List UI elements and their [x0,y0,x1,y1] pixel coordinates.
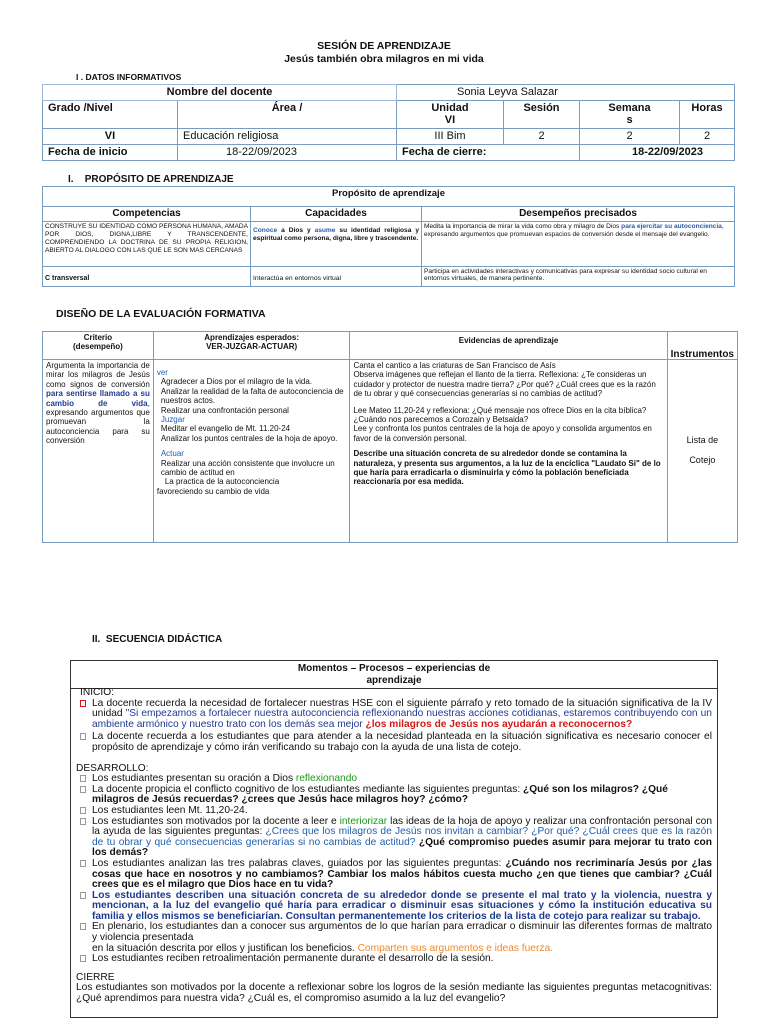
bullet-icon [80,923,86,930]
bullet-icon [80,955,86,962]
competencias-header: Competencias [43,207,251,222]
fecha-cierre-label: Fecha de cierre: [397,145,580,161]
bullet-icon [80,733,86,740]
sesion-header: Sesión [504,101,580,129]
inicio-item-1: La docente recuerda la necesidad de fortalecer nuestras HSE con el siguiente párrafo y reto tomado de la situación significativa de la IV unidad "Si empezamos a fortalecer nuestra autoconciencia reflexionando nuestras acciones cotidianas, estaremos contribuyendo con un ambiente armónico y nuestro trato con los demás sea mejor ¿los milagros de Jesús nos ayudarán a reconocernos? [76,699,712,731]
docente-value: Sonia Leyva Salazar [397,85,735,101]
secuencia-box [70,660,718,1018]
bullet-icon [80,807,86,814]
horas-value: 2 [680,129,735,145]
capacidades-header: Capacidades [251,207,422,222]
bullet-icon [80,892,86,899]
bullet-icon [80,786,86,793]
bullet-icon [80,700,86,707]
bullet-icon [80,818,86,825]
inicio-section [76,688,712,1005]
inicio-label: INICIO: [80,687,114,698]
competencia-1: CONSTRUYE SU IDENTIDAD COMO PERSONA HUMANA, AMADA POR DIOS, DIGNA,LIBRE Y TRANSCENDENTE, COMPRENDIENDO LA DOCTRINA DE SU PROPIA RELIGION, ABIERTO AL DIALOGO CON LAS QUE LE SON MAS CERCANAS [43,222,251,267]
desempeno-2: Participa en actividades interactivas y comunicativas para expresar su identidad socio cultural en entornos virtuales, de manera pertinente. [422,267,735,287]
desarrollo-item-5: Los estudiantes analizan las tres palabras claves, guiados por las siguientes preguntas: ¿Cuándo nos recriminaría Jesús por ¿las cosas que hace en nosotros y no cambiamos? Cambiar los malos hábitos cuesta mucho ¿en que tienes que cambiar? ¿Cuál crees que es el milagro que Dios hace en tu vida? [76,859,712,891]
docente-label: Nombre del docente [43,85,397,101]
semanas-header: Semana s [580,101,680,129]
fecha-inicio-label: Fecha de inicio [43,145,178,161]
secuencia-header: Momentos – Procesos – experiencias de aprendizaje [71,661,717,689]
capacidad-1: Conoce a Dios y asume su identidad religiosa y espiritual como persona, digna, libre y trascendente. [251,222,422,267]
criterio-cell: Argumenta la importancia de mirar los milagros de Jesús como signos de conversión para sentirse llamado a su cambio de vida, expresando argumentos que promuevan la autoconciencia para su conversión [43,360,154,543]
aprendizajes-header: Aprendizajes esperados: VER-JUZGAR-ACTUAR) [153,332,350,360]
session-title: SESIÓN DE APRENDIZAJE [317,40,451,52]
sesion-value: 2 [504,129,580,145]
cierre-label: CIERRE [76,971,115,983]
unidad-value: III Bim [397,129,504,145]
datos-table [42,84,735,161]
desarrollo-item-1: Los estudiantes presentan su oración a Dios reflexionando [76,774,712,785]
area-header: Área / [178,101,397,129]
fecha-inicio-value: 18-22/09/2023 [178,145,397,161]
unidad-header: Unidad VI [397,101,504,129]
desarrollo-item-7: En plenario, los estudiantes dan a conocer sus argumentos de lo que harían para erradicar o disminuir las diferentes formas de maltrato y violencia presentada en la situación descrita por ellos y justifican los beneficios. Comparten sus argumentos e ideas fuerza. [76,922,712,954]
desarrollo-item-4: Los estudiantes son motivados por la docente a leer e interiorizar las ideas de la hoja de apoyo y realizar una confrontación personal con la ayuda de las siguientes preguntas: ¿Crees que los milagros de Jesús nos invitan a cambiar? ¿Por qué? ¿Cuál crees que es la razón de tu obrar y qué consecuencias generarías si no cambias de actitud? ¿Qué compromiso puedes asumir para mejorar tu trato con los demás? [76,817,712,859]
proposito-heading: I. PROPÓSITO DE APRENDIZAJE [68,174,234,185]
bullet-icon [80,860,86,867]
bullet-icon [80,775,86,782]
competencia-2: C transversal [43,267,251,287]
session-subtitle: Jesús también obra milagros en mi vida [284,53,484,65]
desempenos-header: Desempeños precisados [422,207,735,222]
evaluacion-table [42,331,738,543]
desarrollo-item-3: Los estudiantes leen Mt. 11,20-24. [76,806,712,817]
document-title [0,40,768,66]
desempeno-1: Medita la importancia de mirar la vida como obra y milagro de Dios para ejercitar su autoconciencia, expresando argumentos que promuevan espacios de conversión desde el mensaje del evangelio. [422,222,735,267]
evaluacion-heading: DISEÑO DE LA EVALUACIÓN FORMATIVA [56,308,266,320]
desarrollo-item-2: La docente propicia el conflicto cognitivo de los estudiantes mediante las siguientes preguntas: ¿Qué son los milagros? ¿Qué milagros de Jesús recuerdas? ¿crees que Jesús hace milagros hoy? ¿cómo? [76,785,712,806]
proposito-table [42,186,735,287]
secuencia-heading: II. SECUENCIA DIDÁCTICA [92,634,223,645]
datos-heading: I . DATOS INFORMATIVOS [76,72,182,82]
aprendizajes-cell: ver Agradecer a Dios por el milagro de la vida. Analizar la realidad de la falta de autoconciencia de nuestros actos. Realizar una confrontación personal Juzgar Meditar el evangelio de Mt. 11.20-24 Analizar los puntos centrales de la hoja de apoyo. Actuar Realizar una acción consistente que involucre un cambio de actitud en La practica de la autoconciencia favoreciendo su cambio de vida [153,360,350,543]
proposito-table-title: Propósito de aprendizaje [43,187,735,207]
criterio-header: Criterio (desempeño) [43,332,154,360]
evidencias-header: Evidencias de aprendizaje [350,332,667,360]
area-value: Educación religiosa [178,129,397,145]
desarrollo-item-6: Los estudiantes describen una situación concreta de su alrededor donde se presente el mal trato y la violencia, nuestra y mencionan, a la luz del evangelio qué haría para erradicar o disminuir esas situaciones y cómo la institución educativa su familia y ellos mismos se beneficiarían. Consultan permanentemente los criterios de la lista de cotejo para realizar su trabajo. [76,891,712,923]
inicio-item-2: La docente recuerda a los estudiantes que para atender a la necesidad planteada en la situación significativa es necesario conocer el propósito de aprendizaje y cómo irán verificando su trabajo con la ayuda de una lista de cotejo. [76,732,712,753]
cierre-text: Los estudiantes son motivados por la docente a reflexionar sobre los logros de la sesión mediante las siguientes preguntas metacognitivas: ¿Qué aprendimos para nuestra vida? ¿Cuál es, el compromiso asumido a la luz del evangelio? [76,982,712,1005]
instrumentos-header: Instrumentos [667,332,737,360]
instrumentos-cell: Lista de Cotejo [667,360,737,543]
desarrollo-item-8: Los estudiantes reciben retroalimentación permanente durante el desarrollo de la sesión. [76,954,712,965]
horas-header: Horas [680,101,735,129]
capacidad-2: Interactúa en entornos virtual [251,267,422,287]
semanas-value: 2 [580,129,680,145]
fecha-cierre-value: 18-22/09/2023 [580,145,735,161]
evidencias-cell: Canta el cantico a las criaturas de San Francisco de Asís Observa imágenes que reflejan el llanto de la tierra. Reflexiona: ¿Te consideras un cuidador y protector de nuestra madre tierra? ¿Por qué? ¿Cuál crees que es la razón de tu obrar y qué consecuencias generarías si no cambias de actitud? Lee Mateo 11,20-24 y reflexiona: ¿Qué mensaje nos ofrece Dios en la cita bíblica? ¿Cuándo nos parecemos a Corozain y Betsaida? Lee y confronta los puntos centrales de la hoja de apoyo y consolida argumentos en favor de la conversión personal. Describe una situación concreta de su alrededor donde se contamina la naturaleza, y presenta sus argumentos, a la luz de la encíclica "Laudato Si" de lo que haría para erradicarla o disminuirla y cómo la población beneficiada reaccionaría por esa medida. [350,360,667,543]
desarrollo-label: DESARROLLO: [76,762,149,774]
grado-value: VI [43,129,178,145]
grado-header: Grado /Nivel [43,101,178,129]
